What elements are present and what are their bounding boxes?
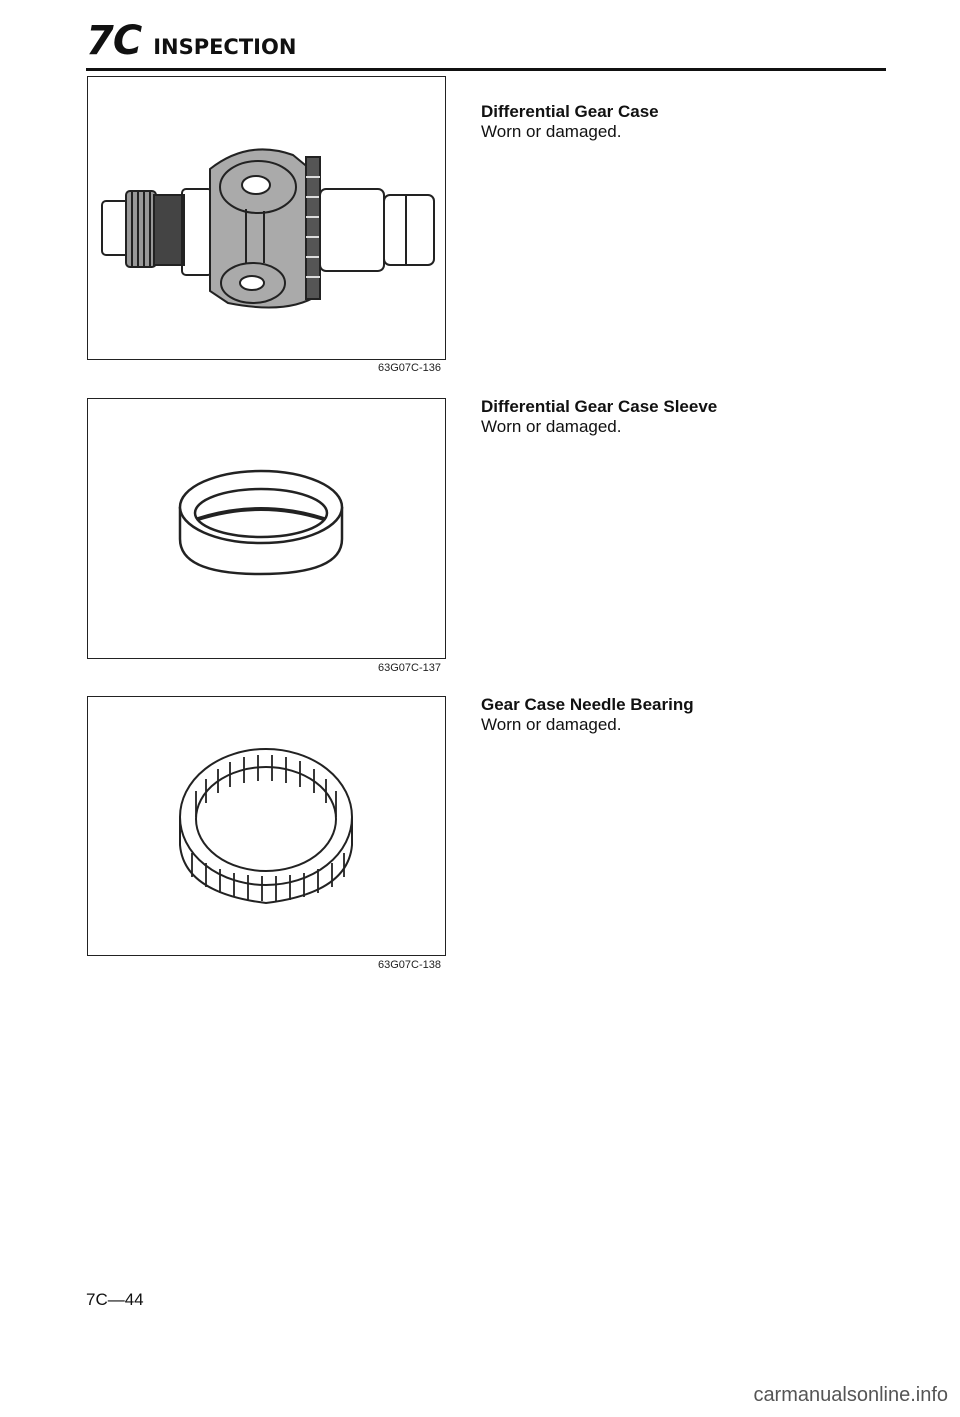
item-title: Gear Case Needle Bearing (481, 695, 694, 714)
item-description: Worn or damaged. (481, 715, 622, 734)
page-number: 7C—44 (86, 1290, 144, 1309)
watermark: carmanualsonline.info (753, 1384, 948, 1406)
differential-gear-case-illustration (88, 77, 445, 359)
item-differential-gear-case (481, 102, 901, 142)
item-title: Differential Gear Case Sleeve (481, 397, 718, 416)
item-gear-case-needle-bearing (481, 695, 901, 735)
item-description: Worn or damaged. (481, 122, 622, 141)
figure-gear-case-sleeve (87, 398, 446, 659)
figure-needle-bearing (87, 696, 446, 956)
item-description: Worn or damaged. (481, 417, 622, 436)
needle-bearing-illustration (88, 697, 445, 955)
figure-differential-gear-case (87, 76, 446, 360)
gear-case-sleeve-illustration (88, 399, 445, 658)
figure-code: 63G07C-138 (378, 959, 441, 971)
figure-code: 63G07C-137 (378, 662, 441, 674)
item-differential-gear-case-sleeve (481, 397, 901, 437)
section-number: 7C (86, 18, 142, 64)
header-rule (86, 68, 886, 71)
figure-code: 63G07C-136 (378, 362, 441, 374)
page-header (86, 18, 296, 64)
section-title: INSPECTION (153, 35, 297, 59)
item-title: Differential Gear Case (481, 102, 659, 121)
